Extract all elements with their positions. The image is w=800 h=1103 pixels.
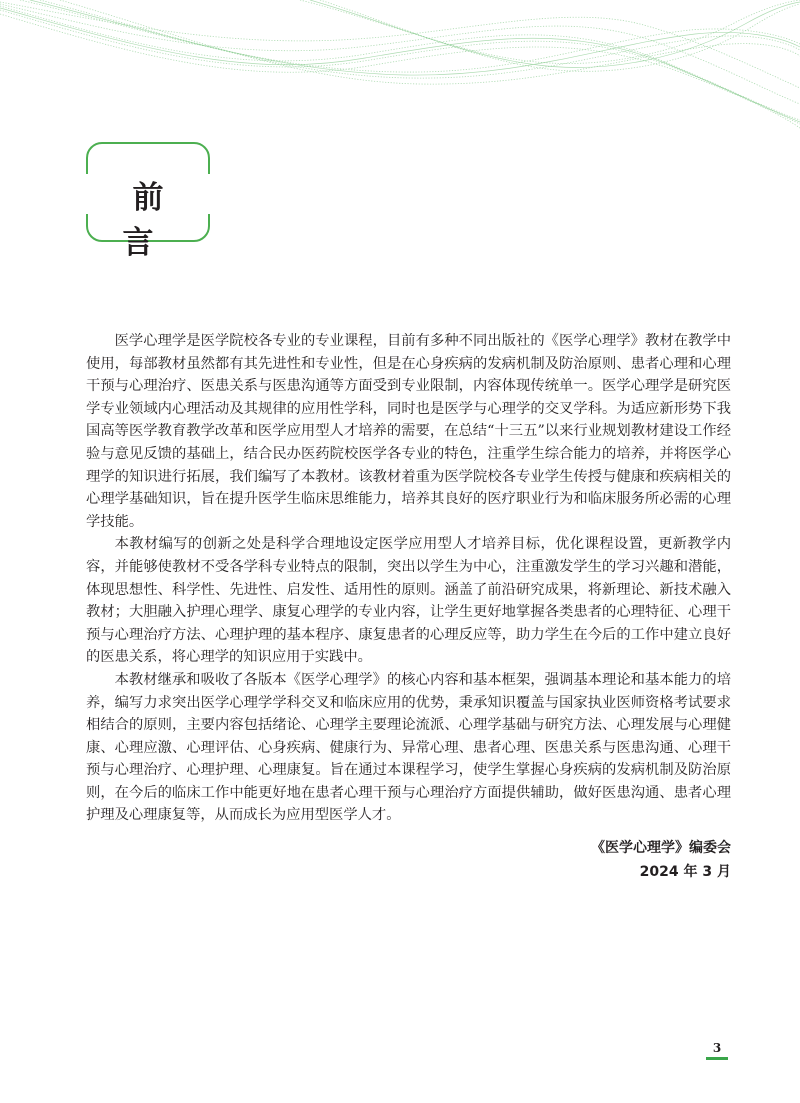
- signature-block: [591, 836, 731, 884]
- paragraph-3: 本教材继承和吸收了各版本《医学心理学》的核心内容和基本框架，强调基本理论和基本能力的培养，编写力求突出医学心理学学科交叉和临床应用的优势，秉承知识覆盖与国家执业医师资格考试要求相结合的原则，主要内容包括绪论、心理学主要理论流派、心理学基础与研究方法、心理发展与心理健康、心理应激、心理评估、心身疾病、健康行为、异常心理、患者心理、医患关系与医患沟通、心理干预与心理治疗、心理护理、心理康复。旨在通过本课程学习，使学生掌握心身疾病的发病机制及防治原则，在今后的临床工作中能更好地在患者心理干预与心理治疗方面提供辅助，做好医患沟通、患者心理护理及心理康复等，从而成长为应用型医学人才。: [86, 671, 731, 824]
- page-number-underline: [706, 1057, 728, 1060]
- page-title: 前言: [122, 180, 184, 261]
- signature-date: 2024 年 3 月: [639, 864, 731, 880]
- paragraph-1: 医学心理学是医学院校各专业的专业课程，目前有多种不同出版社的《医学心理学》教材在教学中使用，每部教材虽然都有其先进性和专业性，但是在心身疾病的发病机制及防治原则、患者心理和心理干预与心理治疗、医患关系与医患沟通等方面受到专业限制，内容体现传统单一。医学心理学是研究医学专业领域内心理活动及其规律的应用性学科，同时也是医学与心理学的交叉学科。为适应新形势下我国高等医学教育教学改革和医学应用型人才培养的需要，在总结“十三五”以来行业规划教材建设工作经验与意见反馈的基础上，结合民办医药院校医学各专业的特色，注重学生综合能力的培养，并将医学心理学的知识进行拓展，我们编写了本教材。该教材着重为医学院校各专业学生传授与健康和疾病相关的心理学基础知识，旨在提升医学生临床思维能力，培养其良好的医疗职业行为和临床服务所必需的心理学技能。: [86, 333, 731, 530]
- preface-body: [86, 330, 731, 827]
- decorative-wave-lines: [0, 0, 800, 140]
- editorial-committee: 《医学心理学》编委会: [591, 840, 731, 856]
- title-frame: [86, 142, 210, 261]
- paragraph-2: 本教材编写的创新之处是科学合理地设定医学应用型人才培养目标，优化课程设置，更新教学内容，并能够使教材不受各学科专业特点的限制，突出以学生为中心，注重激发学生的学习兴趣和潜能，体现思想性、科学性、先进性、启发性、适用性的原则。涵盖了前沿研究成果，将新理论、新技术融入教材；大胆融入护理心理学、康复心理学的专业内容，让学生更好地掌握各类患者的心理特征、心理干预与心理治疗方法、心理护理的基本程序、康复患者的心理反应等，助力学生在今后的工作中建立良好的医患关系，将心理学的知识应用于实践中。: [86, 536, 731, 666]
- page-number: 3: [712, 1041, 722, 1055]
